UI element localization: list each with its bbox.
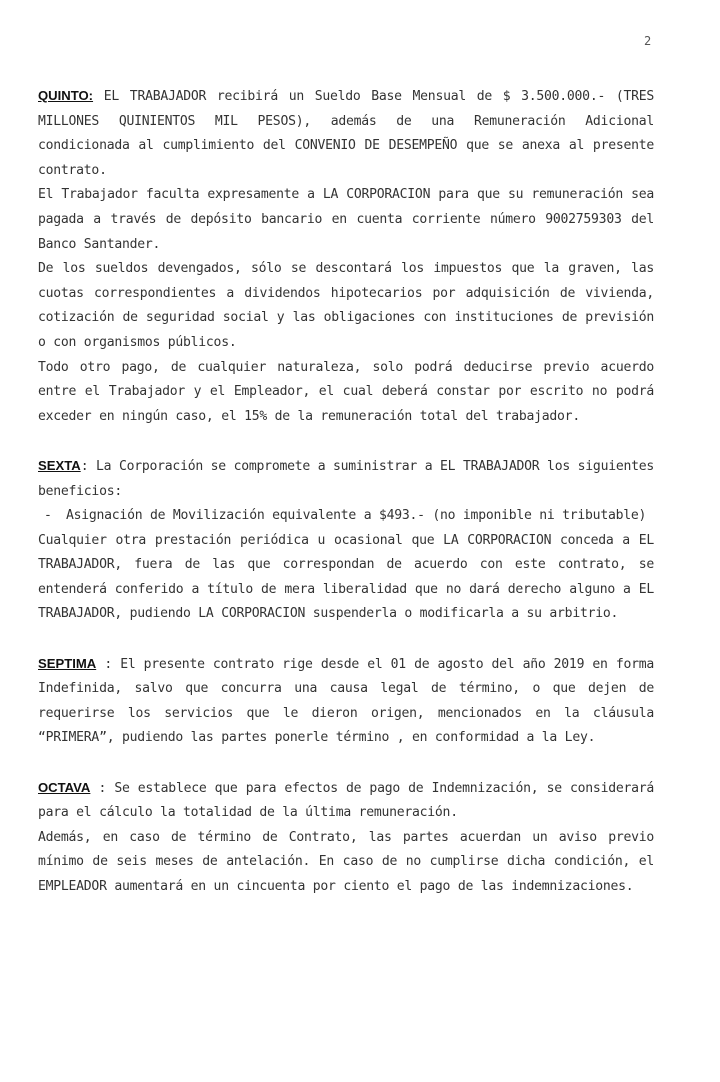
clause-quinto-paragraph-3: De los sueldos devengados, sólo se descontará los impuestos que la graven, las cuotas correspondientes a dividendos hipotecarios por adquisición de vivienda, cotización de seguridad social y las obligaciones con instituciones de previsión o con organismos públicos.: [38, 261, 654, 350]
clause-heading-septima: SEPTIMA: [38, 655, 97, 671]
clause-octava-paragraph-2: Además, en caso de término de Contrato, las partes acuerdan un aviso previo mínimo de seis meses de antelación. En caso de no cumplirse dicha condición, el EMPLEADOR aumentará en un cincuenta por ciento el pago de las indemnizaciones.: [38, 829, 654, 894]
clause-sexta-paragraph-1: [38, 454, 654, 504]
clause-septima: [38, 652, 654, 751]
clause-quinto-paragraph-1: [38, 84, 654, 183]
paragraph-spacer: [38, 751, 654, 776]
list-item: [38, 504, 654, 529]
clause-heading-octava: OCTAVA: [38, 779, 91, 795]
list-item-text: Asignación de Movilización equivalente a $493.- (no imponible ni tributable): [66, 508, 647, 524]
clause-quinto-paragraph-2: El Trabajador faculta expresamente a LA CORPORACION para que su remuneración sea pagada a través de depósito bancario en cuenta corriente número 9002759303 del Banco Santander.: [38, 187, 654, 252]
contract-body: [38, 84, 654, 900]
clause-heading-sexta: SEXTA: [38, 457, 81, 473]
clause-septima-paragraph-1: [38, 652, 654, 751]
clause-sexta-text-1: : La Corporación se compromete a suministrar a EL TRABAJADOR los siguientes beneficios:: [38, 458, 654, 499]
page-number: 2: [644, 34, 651, 48]
clause-sexta-paragraph-2: Cualquier otra prestación periódica u ocasional que LA CORPORACION conceda a EL TRABAJADOR, fuera de las que correspondan de acuerdo con este contrato, se entenderá conferido a título de mera liberalidad que no dará derecho alguno a EL TRABAJADOR, pudiendo LA CORPORACION suspenderla o modificarla a su arbitrio.: [38, 532, 654, 622]
paragraph-spacer: [38, 627, 654, 652]
clause-octava-text-1: : Se establece que para efectos de pago de Indemnización, se considerará para el cálculo la totalidad de la última remuneración.: [38, 780, 654, 821]
clause-quinto-text-1: EL TRABAJADOR recibirá un Sueldo Base Mensual de $ 3.500.000.- (TRES MILLONES QUINIENTOS MIL PESOS), además de una Remuneración Adicional condicionada al cumplimiento del CONVENIO DE DESEMPEÑO que se anexa al presente contrato.: [38, 89, 654, 178]
clause-septima-text-1: : El presente contrato rige desde el 01 de agosto del año 2019 en forma Indefinida, salvo que concurra una causa legal de término, o que dejen de requerirse los servicios que le dieron origen, mencionados en la cláusula “PRIMERA”, pudiendo las partes ponerle término , en conformidad a la Ley.: [38, 656, 654, 746]
clause-octava: [38, 776, 654, 900]
clause-octava-paragraph-1: [38, 776, 654, 826]
clause-heading-quinto: QUINTO:: [38, 88, 94, 103]
bullet-dash: -: [44, 508, 52, 524]
clause-quinto-paragraph-4: Todo otro pago, de cualquier naturaleza, solo podrá deducirse previo acuerdo entre el Trabajador y el Empleador, el cual deberá constar por escrito no podrá exceder en ningún caso, el 15% de la remuneración total del trabajador.: [38, 359, 654, 424]
paragraph-spacer: [38, 429, 654, 454]
clause-quinto: [38, 84, 654, 429]
clause-sexta: [38, 454, 654, 627]
